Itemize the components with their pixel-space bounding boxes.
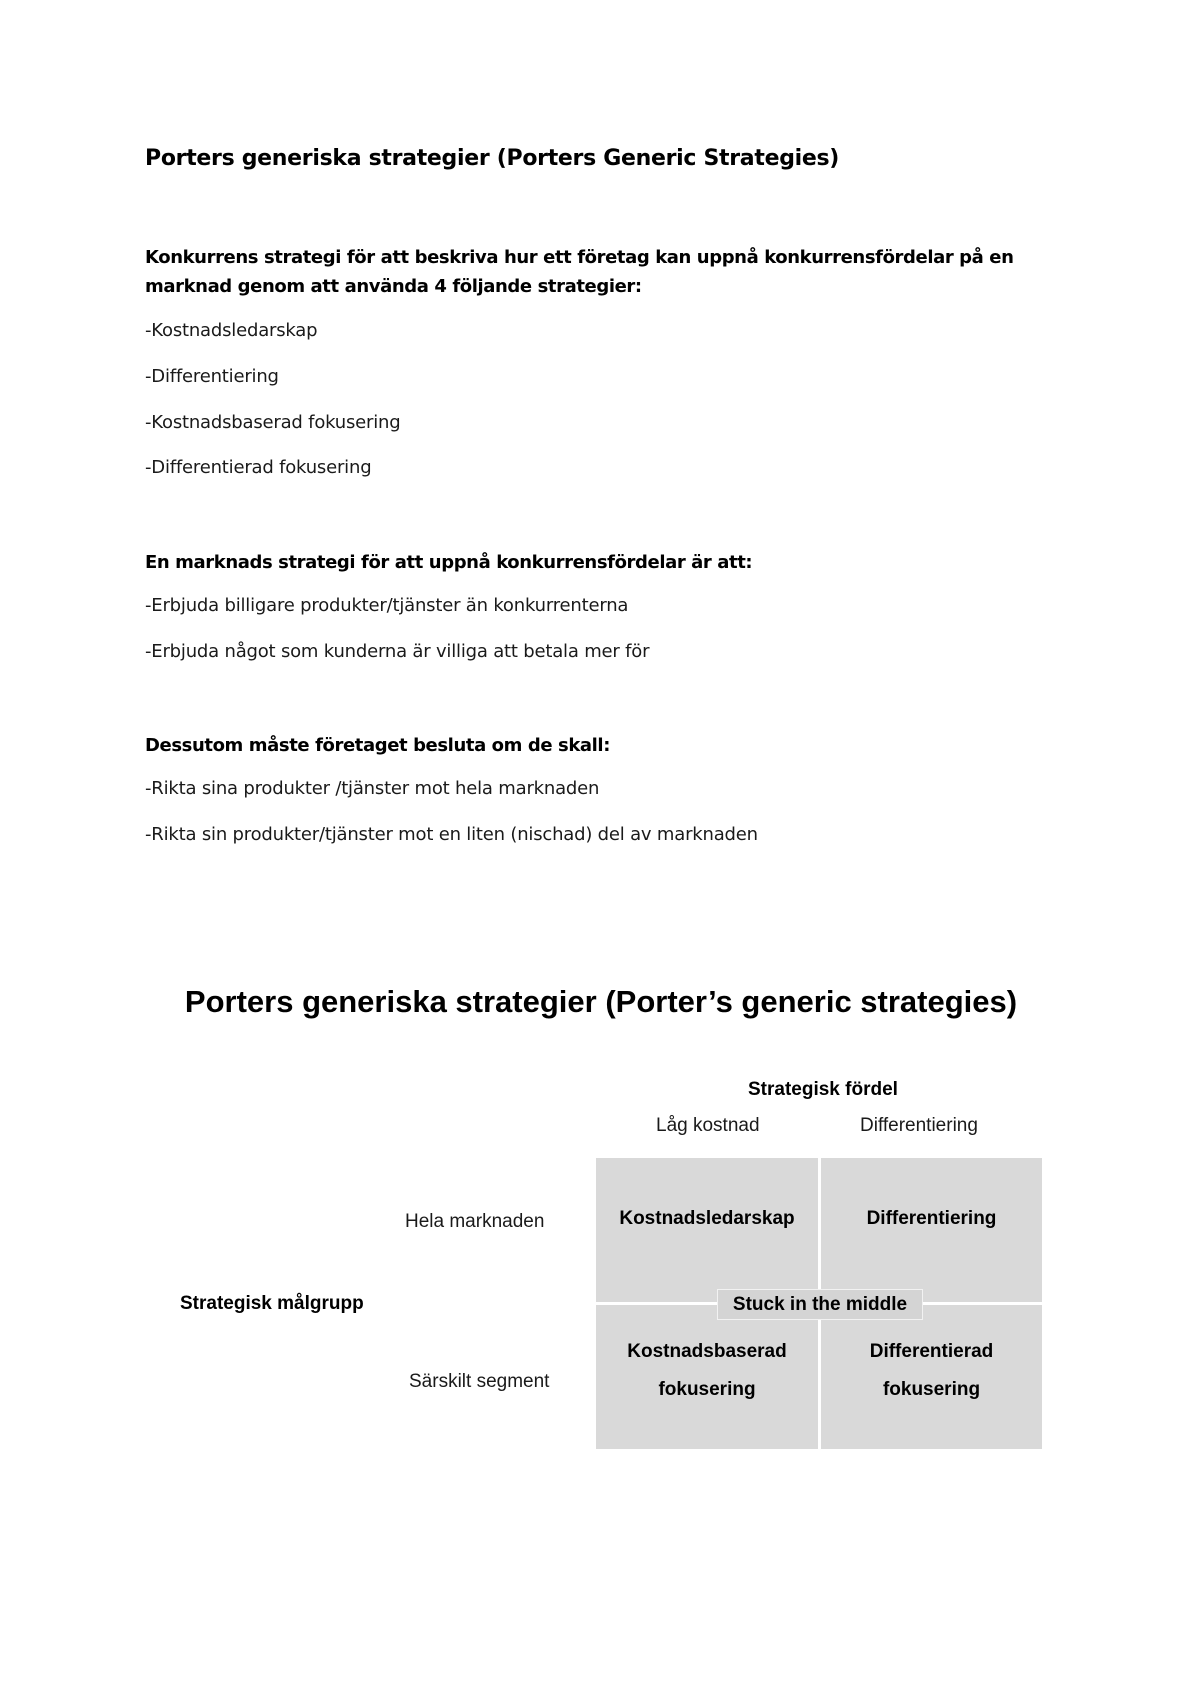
list-item: -Rikta sina produkter /tjänster mot hela marknaden xyxy=(145,778,600,799)
document-title: Porters generiska strategier (Porters Generic Strategies) xyxy=(145,146,840,171)
list-item: -Differentierad fokusering xyxy=(145,457,372,478)
list-item: -Kostnadsledarskap xyxy=(145,320,318,341)
list-item: -Erbjuda billigare produkter/tjänster än konkurrenterna xyxy=(145,595,629,616)
row-label-special-segment: Särskilt segment xyxy=(409,1371,550,1392)
column-label-differentiation: Differentiering xyxy=(860,1115,978,1136)
figure-title: Porters generiska strategier (Porter’s generic strategies) xyxy=(184,984,1018,1019)
cell-differentiation-focus xyxy=(821,1305,1042,1449)
list-item: -Rikta sin produkter/tjänster mot en liten (nischad) del av marknaden xyxy=(145,824,758,845)
row-axis-label: Strategisk målgrupp xyxy=(180,1293,364,1314)
column-axis-label: Strategisk fördel xyxy=(748,1079,898,1100)
cell-label: Kostnadsledarskap xyxy=(619,1208,795,1229)
cell-label: Differentiering xyxy=(866,1208,997,1229)
section-heading-market-strategy: En marknads strategi för att uppnå konkurrensfördelar är att: xyxy=(145,552,753,573)
list-item: -Differentiering xyxy=(145,366,279,387)
cell-cost-focus xyxy=(596,1305,818,1449)
cell-label: Kostnadsbaserad fokusering xyxy=(627,1341,787,1400)
section-heading-target-decision: Dessutom måste företaget besluta om de skall: xyxy=(145,735,611,756)
column-label-low-cost: Låg kostnad xyxy=(656,1115,760,1136)
cell-differentiation xyxy=(821,1158,1042,1302)
stuck-in-the-middle-label: Stuck in the middle xyxy=(717,1289,923,1320)
list-item: -Kostnadsbaserad fokusering xyxy=(145,412,401,433)
section-heading-competition-strategy: Konkurrens strategi för att beskriva hur ett företag kan uppnå konkurrensfördelar på en marknad genom att använda 4 följande strategier: xyxy=(145,247,1014,297)
row-label-whole-market: Hela marknaden xyxy=(405,1211,545,1232)
cell-cost-leadership xyxy=(596,1158,818,1302)
cell-label: Differentierad fokusering xyxy=(869,1341,994,1400)
list-item: -Erbjuda något som kunderna är villiga att betala mer för xyxy=(145,641,650,662)
